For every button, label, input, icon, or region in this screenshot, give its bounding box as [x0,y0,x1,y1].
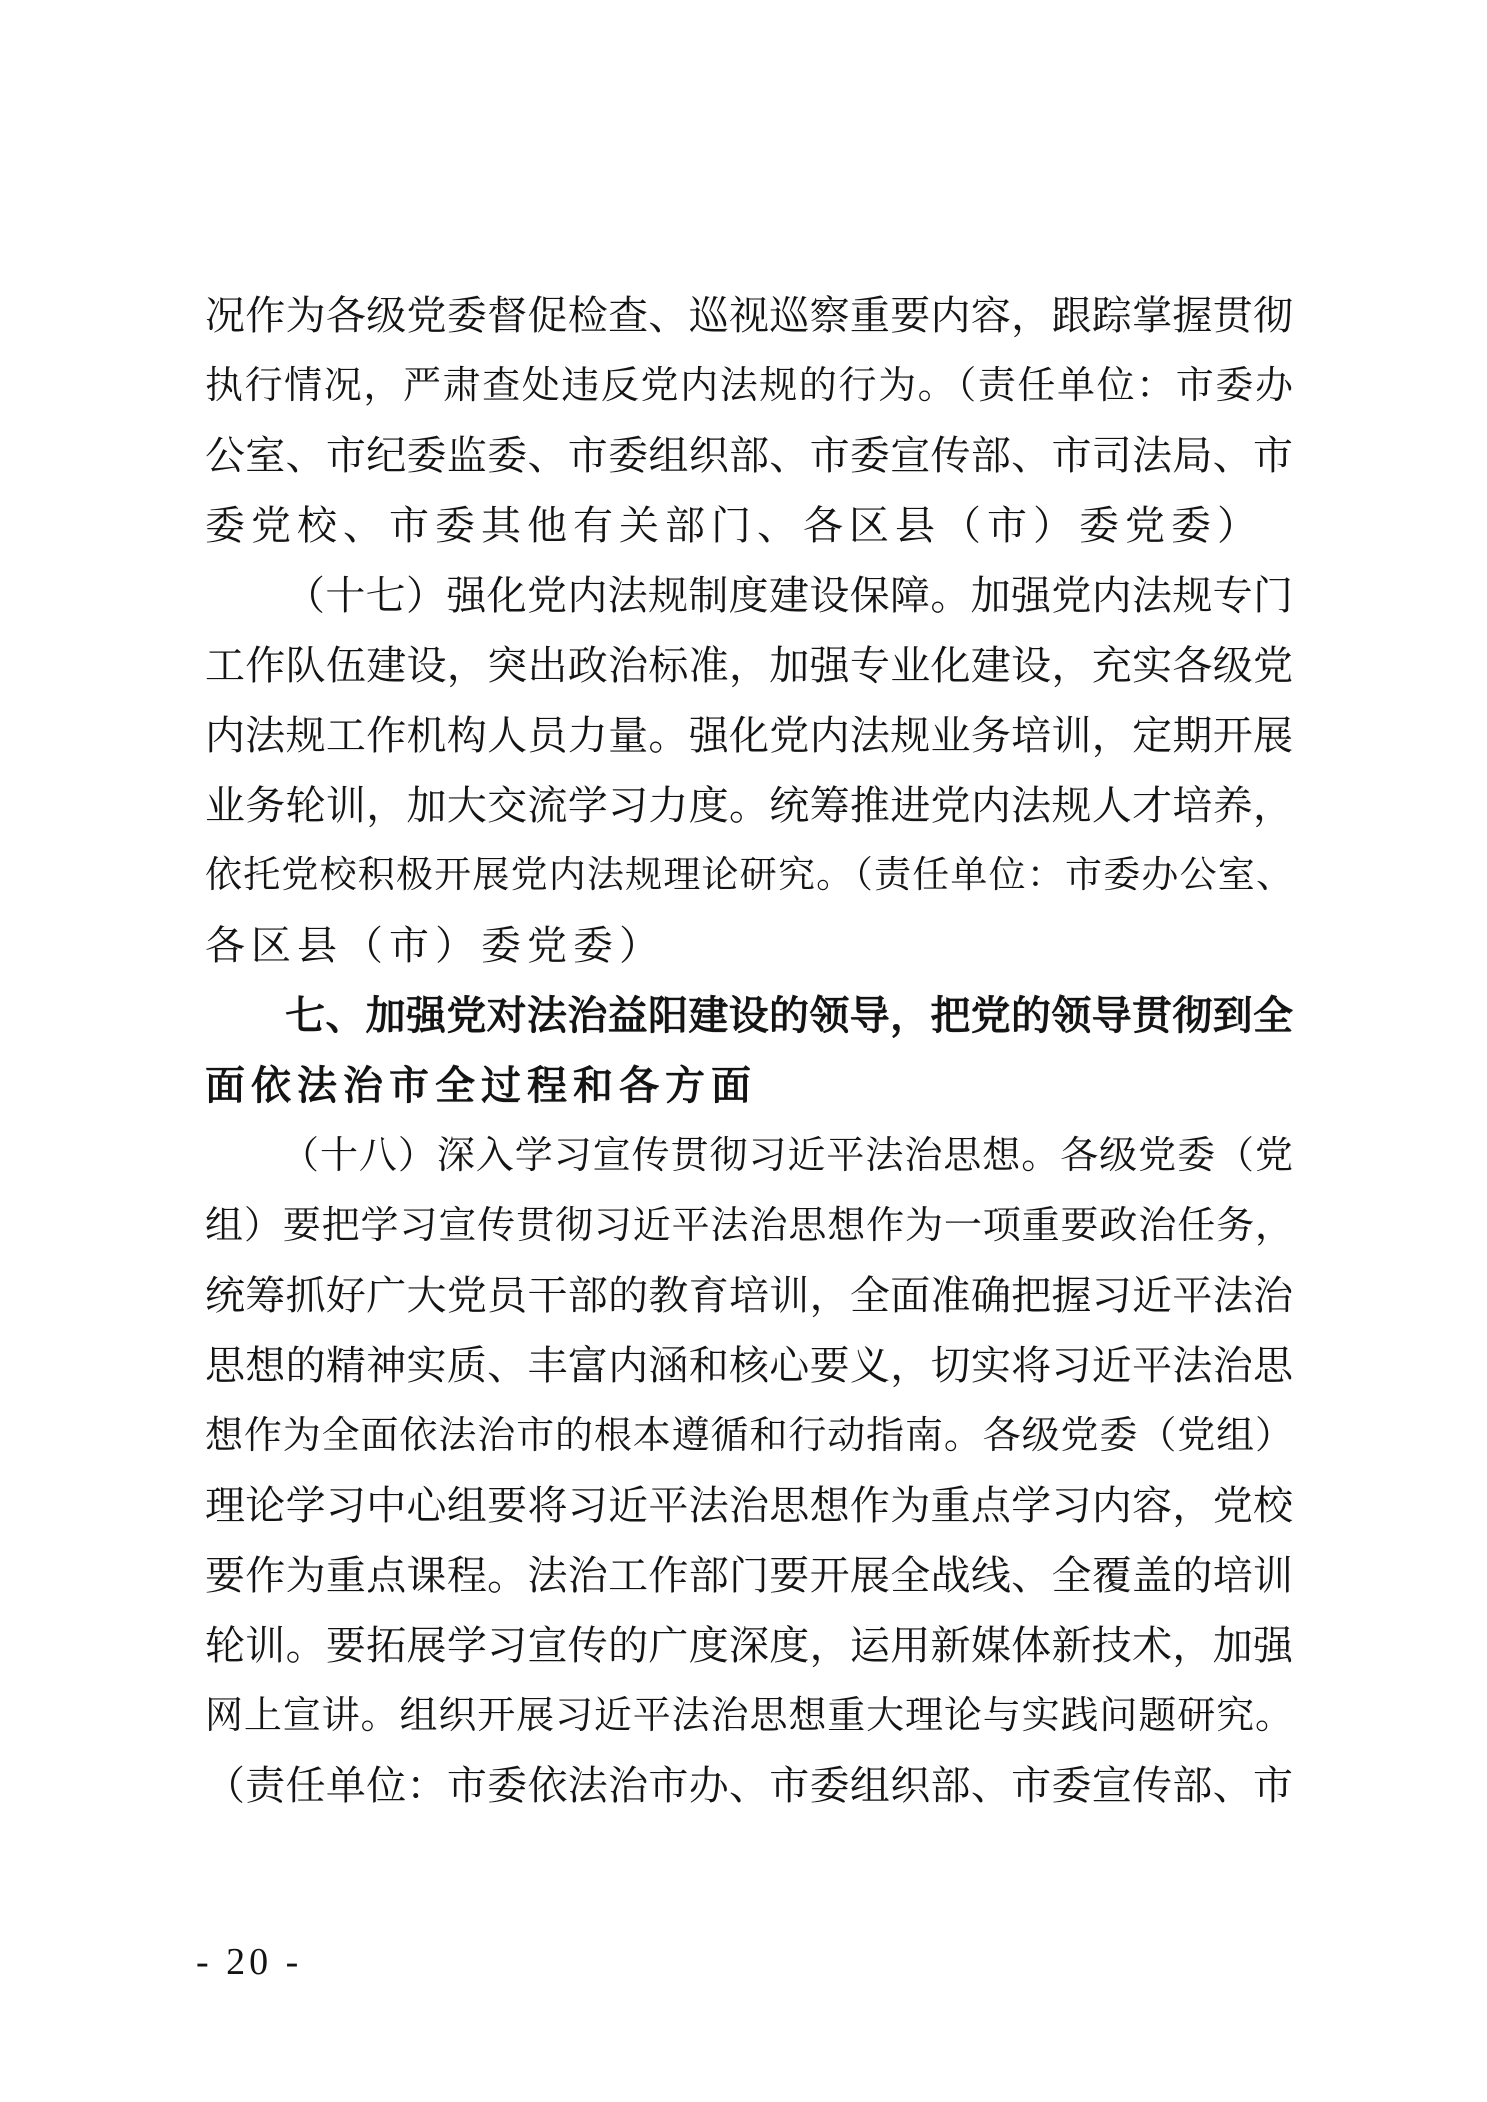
body-line: 执行情况，严肃查处违反党内法规的行为。（责任单位：市委办 [205,365,1293,407]
body-line: 况作为各级党委督促检查、巡视巡察重要内容，跟踪掌握贯彻 [205,293,1293,338]
body-line: 要作为重点课程。法治工作部门要开展全战线、全覆盖的培训 [205,1553,1293,1598]
body-line: 工作队伍建设，突出政治标准，加强专业化建设，充实各级党 [205,643,1293,688]
body-line: 网上宣讲。组织开展习近平法治思想重大理论与实践问题研究。 [205,1695,1293,1737]
body-line-paragraph-end: 各区县（市）委党委） [205,923,665,968]
body-line: 业务轮训，加大交流学习力度。统筹推进党内法规人才培养， [205,783,1293,828]
section-heading-line: 面依法治市全过程和各方面 [205,1064,757,1108]
paragraph-18-start-line: （十八）深入学习宣传贯彻习近平法治思想。各级党委（党 [281,1135,1293,1177]
paragraph-17-start-line: （十七）强化党内法规制度建设保障。加强党内法规专门 [285,573,1293,618]
body-line: （责任单位：市委依法治市办、市委组织部、市委宣传部、市 [205,1763,1293,1808]
body-line: 内法规工作机构人员力量。强化党内法规业务培训，定期开展 [205,713,1293,758]
body-line: 依托党校积极开展党内法规理论研究。（责任单位：市委办公室、 [205,855,1293,896]
body-line-paragraph-end: 委党校、市委其他有关部门、各区县（市）委党委） [205,503,1263,548]
page-number: - 20 - [196,1941,303,1983]
body-line: 思想的精神实质、丰富内涵和核心要义，切实将习近平法治思 [205,1343,1293,1388]
body-line: 统筹抓好广大党员干部的教育培训，全面准确把握习近平法治 [205,1273,1293,1318]
body-line: 组）要把学习宣传贯彻习近平法治思想作为一项重要政治任务， [205,1205,1293,1247]
section-heading-line: 七、加强党对法治益阳建设的领导，把党的领导贯彻到全 [285,994,1293,1038]
body-line: 公室、市纪委监委、市委组织部、市委宣传部、市司法局、市 [205,433,1293,478]
text-block [205,281,1293,1821]
body-line: 轮训。要拓展学习宣传的广度深度，运用新媒体新技术，加强 [205,1623,1293,1668]
body-line: 想作为全面依法治市的根本遵循和行动指南。各级党委（党组） [205,1415,1293,1457]
body-line: 理论学习中心组要将习近平法治思想作为重点学习内容，党校 [205,1483,1293,1528]
